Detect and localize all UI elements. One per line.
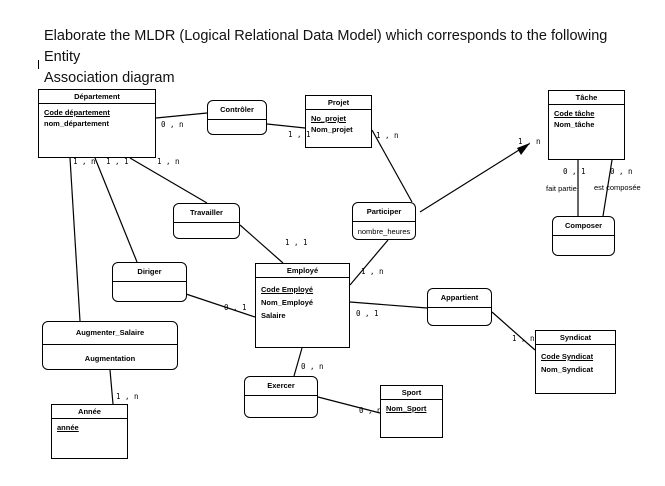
link-dept-diriger bbox=[95, 158, 137, 262]
entity-employe-name: Employé bbox=[256, 264, 349, 278]
entity-syndicat bbox=[535, 330, 616, 394]
card-employe-exercer: 0 , n bbox=[301, 362, 324, 371]
card-projet-controler: 1 , 1 bbox=[288, 130, 311, 139]
entity-tache-name: Tâche bbox=[549, 91, 624, 105]
attr-code-tache: Code tâche bbox=[554, 109, 595, 118]
assoc-travailler-name: Travailler bbox=[174, 204, 239, 223]
attr-nom-departement: nom_département bbox=[44, 119, 110, 128]
link-dept-augmenter bbox=[70, 158, 80, 321]
assoc-exercer-name: Exercer bbox=[245, 377, 317, 396]
attr-nom-sport: Nom_Sport bbox=[386, 404, 427, 413]
assoc-composer-name: Composer bbox=[553, 217, 614, 236]
assoc-travailler bbox=[173, 203, 240, 239]
entity-departement-name: Département bbox=[39, 90, 155, 104]
attr-salaire: Salaire bbox=[261, 311, 286, 320]
assoc-appartient bbox=[427, 288, 492, 326]
assoc-augmenter-salaire bbox=[42, 321, 178, 370]
link-travailler-employe bbox=[240, 225, 283, 263]
attr-annee: année bbox=[57, 423, 79, 432]
link-participer-employe bbox=[350, 240, 388, 285]
entity-annee-name: Année bbox=[52, 405, 127, 419]
link-controler-projet bbox=[267, 124, 305, 128]
entity-employe bbox=[255, 263, 350, 348]
card-dept-controler: 0 , n bbox=[161, 120, 184, 129]
assoc-composer bbox=[552, 216, 615, 256]
entity-departement bbox=[38, 89, 156, 158]
question-line-2: Association diagram bbox=[44, 70, 175, 86]
link-employe-appartient bbox=[350, 302, 427, 308]
role-fait-partie: fait partie bbox=[546, 184, 577, 193]
card-tache-participer: 1 , n bbox=[518, 137, 541, 146]
link-projet-participer bbox=[372, 130, 412, 202]
assoc-participer-name: Participer bbox=[353, 203, 415, 222]
assoc-controler bbox=[207, 100, 267, 135]
attr-code-syndicat: Code Syndicat bbox=[541, 352, 594, 361]
entity-projet-name: Projet bbox=[306, 96, 371, 110]
card-syndicat-appartient: 1 , n bbox=[512, 334, 535, 343]
attr-nom-employe: Nom_Employé bbox=[261, 298, 314, 307]
assoc-augmenter-attr: Augmentation bbox=[84, 354, 136, 363]
entity-projet bbox=[305, 95, 372, 148]
link-participer-tache bbox=[420, 145, 527, 212]
assoc-controler-name: Contrôler bbox=[208, 101, 266, 120]
entity-syndicat-name: Syndicat bbox=[536, 331, 615, 345]
entity-tache bbox=[548, 90, 625, 160]
card-dept-diriger: 1 , 1 bbox=[106, 157, 129, 166]
card-tache-fait: 0 , 1 bbox=[563, 167, 586, 176]
attr-nom-syndicat: Nom_Syndicat bbox=[541, 365, 594, 374]
assoc-diriger-name: Diriger bbox=[113, 263, 186, 282]
card-projet-participer: 1 , n bbox=[376, 131, 399, 140]
assoc-augmenter-name: Augmenter_Salaire bbox=[43, 322, 177, 345]
link-appartient-syndicat bbox=[492, 312, 535, 350]
card-employe-diriger: 0 , 1 bbox=[224, 303, 247, 312]
card-dept-augmenter: 1 , n bbox=[73, 157, 96, 166]
card-dept-travailler: 1 , n bbox=[157, 157, 180, 166]
card-annee-augmenter: 1 , n bbox=[116, 392, 139, 401]
attr-no-projet: No_projet bbox=[311, 114, 347, 123]
entity-sport bbox=[380, 385, 443, 438]
attr-nom-projet: Nom_projet bbox=[311, 125, 353, 134]
link-augmenter-annee bbox=[110, 370, 113, 404]
card-sport-exercer: 0 , n bbox=[359, 406, 382, 415]
entity-annee bbox=[51, 404, 128, 459]
question-line-1: Elaborate the MLDR (Logical Relational Data Model) which corresponds to the following Entity bbox=[44, 28, 608, 65]
attr-code-departement: Code département bbox=[44, 108, 110, 117]
card-employe-travailler: 1 , 1 bbox=[285, 238, 308, 247]
assoc-appartient-name: Appartient bbox=[428, 289, 491, 308]
card-tache-est: 0 , n bbox=[610, 167, 633, 176]
assoc-participer-attr: nombre_heures bbox=[357, 227, 411, 236]
role-est-composee: est composée bbox=[594, 183, 641, 192]
entity-sport-name: Sport bbox=[381, 386, 442, 400]
attr-nom-tache: Nom_tâche bbox=[554, 120, 595, 129]
assoc-exercer bbox=[244, 376, 318, 418]
assoc-participer bbox=[352, 202, 416, 240]
card-employe-participer: 1 , n bbox=[361, 267, 384, 276]
card-employe-appartient: 0 , 1 bbox=[356, 309, 379, 318]
assoc-diriger bbox=[112, 262, 187, 302]
link-dept-controler bbox=[156, 113, 207, 118]
attr-code-employe: Code Employé bbox=[261, 285, 314, 294]
